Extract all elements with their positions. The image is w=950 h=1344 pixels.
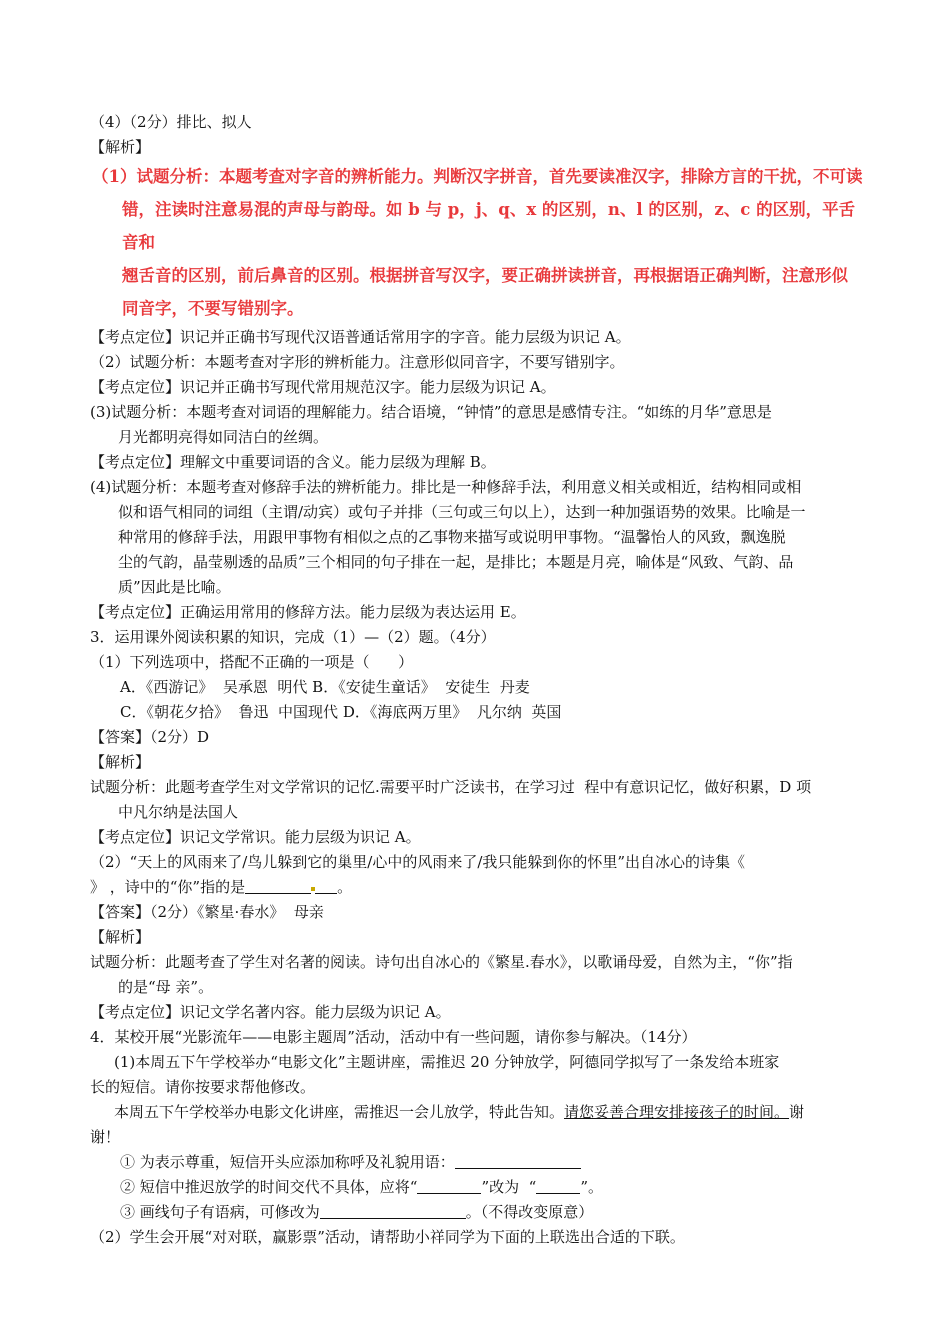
- sms-text: 谢！: [90, 1128, 121, 1146]
- analysis-line: 月光都明亮得如同洁白的丝绸。: [118, 428, 329, 446]
- analysis-line: 质”因此是比喻。: [118, 578, 231, 596]
- question-text: 。: [337, 878, 353, 896]
- answer-blank[interactable]: [417, 1177, 481, 1194]
- answer-blank: [315, 877, 337, 894]
- key-point-line: 【考点定位】正确运用常用的修辞方法。能力层级为表达运用 E。: [90, 603, 526, 621]
- answer-blank[interactable]: [455, 1152, 581, 1169]
- analysis-line: 的是“母 亲”。: [118, 978, 214, 996]
- question-text: 》 ，诗中的“你”指的是: [90, 878, 246, 896]
- task-text: ② 短信中推迟放学的时间交代不具体，应将“: [120, 1178, 418, 1196]
- task-line: [90, 1150, 870, 1175]
- question-line: （2）“天上的风雨来了/鸟儿躲到它的巢里/心中的风雨来了/我只能躲到你的怀里”出自冰心的诗集《: [90, 853, 746, 871]
- task-text: ”。: [580, 1178, 603, 1196]
- key-point-line: 【考点定位】理解文中重要词语的含义。能力层级为理解 B。: [90, 453, 496, 471]
- answer-blank: [245, 877, 311, 894]
- question-line: （1）下列选项中，搭配不正确的一项是（ ）: [90, 653, 414, 671]
- analysis-line: 种常用的修辞手法，用跟甲事物有相似之点的乙事物来描写或说明甲事物。“温馨怡人的风致，飘逸脱: [118, 528, 786, 546]
- key-point-line: 【考点定位】识记文学常识。能力层级为识记 A。: [90, 828, 421, 846]
- option-line: A．《西游记》 吴承恩 明代 B．《安徒生童话》 安徒生 丹麦: [120, 678, 530, 696]
- underlined-sentence: 请您妥善合理安排接孩子的时间。: [564, 1103, 790, 1121]
- highlighted-line: （1）试题分析：本题考查对字音的辨析能力。判断汉字拼音，首先要读准汉字，排除方言的干扰，不可读: [92, 167, 863, 186]
- question-line: （2）学生会开展“对对联，赢影票”活动，请帮助小祥同学为下面的上联选出合适的下联。: [90, 1228, 685, 1246]
- question-line: (1)本周五下午学校举办“电影文化”主题讲座，需推迟 20 分钟放学，阿德同学拟写了一条发给本班家: [114, 1053, 780, 1071]
- answer-line: 【答案】（2分）D: [90, 728, 210, 746]
- answer-line: 【答案】（2分）《繁星·春水》 母亲: [90, 903, 324, 921]
- analysis-heading: 【解析】: [90, 928, 151, 946]
- answer-blank[interactable]: [320, 1202, 466, 1219]
- task-line: [90, 1175, 870, 1200]
- analysis-line: （2）试题分析：本题考查对字形的辨析能力。注意形似同音字，不要写错别字。: [90, 353, 625, 371]
- key-point-line: 【考点定位】识记并正确书写现代汉语普通话常用字的字音。能力层级为识记 A。: [90, 328, 631, 346]
- answer-line: （4）（2分）排比、拟人: [90, 113, 252, 131]
- answer-blank[interactable]: [536, 1177, 580, 1194]
- question-4-heading: 4．某校开展“光影流年——电影主题周”活动，活动中有一些问题，请你参与解决。（14分）: [90, 1028, 697, 1046]
- highlighted-line: 翘舌音的区别，前后鼻音的区别。根据拼音写汉字，要正确拼读拼音，再根据语正确判断，注意形似: [122, 266, 848, 285]
- analysis-line: (4)试题分析：本题考查对修辞手法的辨析能力。排比是一种修辞手法，利用意义相关或相近，结构相同或相: [90, 478, 802, 496]
- analysis-line: 尘的气韵，晶莹剔透的品质”三个相同的句子排在一起，是排比；本题是月亮，喻体是“风致、气韵、品: [118, 553, 794, 571]
- key-point-line: 【考点定位】识记并正确书写现代常用规范汉字。能力层级为识记 A。: [90, 378, 556, 396]
- analysis-line: (3)试题分析：本题考查对词语的理解能力。结合语境，“钟情”的意思是感情专注。“如练的月华”意思是: [90, 403, 772, 421]
- analysis-line: 中凡尔纳是法国人: [118, 803, 239, 821]
- analysis-line: 似和语气相同的词组（主谓/动宾）或句子并排（三句或三句以上），达到一种加强语势的效果。比喻是一: [118, 503, 806, 521]
- task-text: ”改为 “: [481, 1178, 537, 1196]
- question-line: [90, 875, 870, 900]
- sms-sentence: 本周五下午学校举办电影文化讲座，需推迟一会儿放学，特此告知。: [114, 1103, 565, 1121]
- analysis-line: 试题分析：此题考查了学生对名著的阅读。诗句出自冰心的《繁星.春水》，以歌诵母爱，自然为主，“你”指: [90, 953, 793, 971]
- analysis-heading: 【解析】: [90, 138, 151, 156]
- highlighted-analysis: [90, 160, 870, 325]
- sms-sentence: 谢: [789, 1103, 805, 1121]
- highlighted-line: 同音字，不要写错别字。: [122, 299, 304, 318]
- task-line: [90, 1200, 870, 1225]
- question-line: 长的短信。请你按要求帮他修改。: [90, 1078, 316, 1096]
- analysis-heading: 【解析】: [90, 753, 151, 771]
- question-3-heading: 3．运用课外阅读积累的知识，完成（1）—（2）题。（4分）: [90, 628, 496, 646]
- key-point-line: 【考点定位】识记文学名著内容。能力层级为识记 A。: [90, 1003, 451, 1021]
- highlighted-line: 错，注读时注意易混的声母与韵母。如 b 与 p，j、q、x 的区别，n、l 的区别，z、c 的区别，平舌音和: [122, 200, 856, 252]
- task-text: ③ 画线句子有语病，可修改为: [120, 1203, 320, 1221]
- sms-text: [90, 1100, 870, 1125]
- analysis-line: 试题分析：此题考查学生对文学常识的记忆.需要平时广泛读书，在学习过 程中有意识记忆，做好积累，D 项: [90, 778, 812, 796]
- document-body: [90, 110, 870, 1250]
- task-text: 。（不得改变原意）: [465, 1203, 594, 1221]
- option-line: C．《朝花夕拾》 鲁迅 中国现代 D．《海底两万里》 凡尔纳 英国: [120, 703, 562, 721]
- task-text: ① 为表示尊重，短信开头应添加称呼及礼貌用语：: [120, 1153, 455, 1171]
